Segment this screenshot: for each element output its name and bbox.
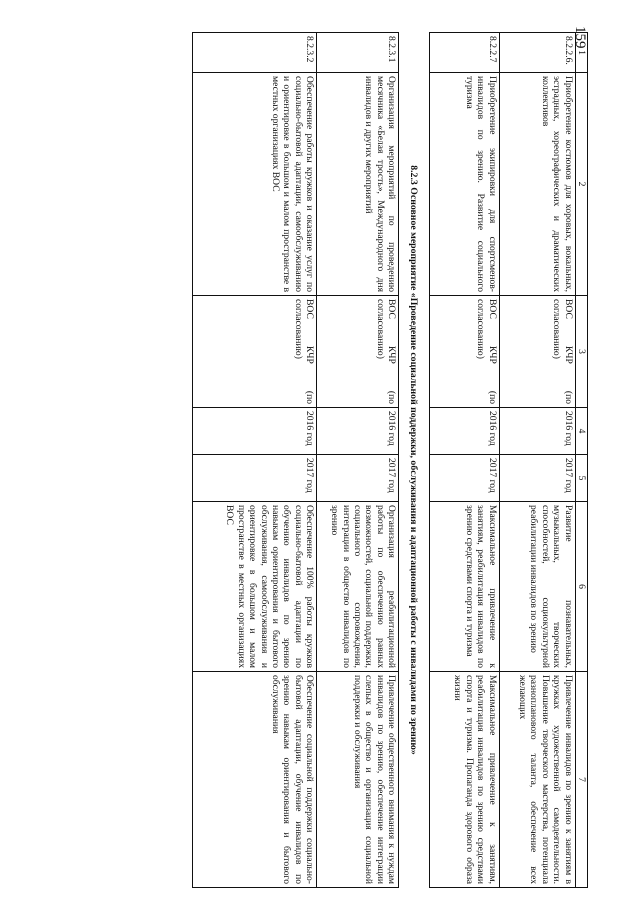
column-number: 5 [575, 455, 587, 502]
expected-result: Максимальное привлечение к занятиям, реабилитация инвалидов по зрению средствами спорта и туризма [429, 502, 499, 672]
column-number: 6 [575, 502, 587, 672]
expected-result: Организация реабилитационной работы по обеспечению равных возможностей, социальной поддержки, социального сопровождения, интеграции в общество инвалидов по зрению [317, 502, 399, 672]
table-row [317, 33, 399, 888]
column-number: 2 [575, 73, 587, 296]
executor: ВОС КЧР (по согласованию) [429, 296, 499, 408]
measure-name: Приобретение костюмов для хоровых, вокальных, эстрадных, хореографических и драматических коллективов [499, 73, 575, 296]
section-heading: 8.2.3 Основное мероприятие «Проведение социальной поддержки, обслуживания и адаптационной работы с инвалидами по зрению» [407, 165, 419, 755]
start-year: 2016 год [317, 408, 399, 455]
start-year: 2016 год [193, 408, 317, 455]
end-year: 2017 год [429, 455, 499, 502]
measure-number: 8.2.3.2 [193, 33, 317, 73]
measure-name: Приобретение экипировки для спортсменов-инвалидов по зрению. Развитие социального туризма [429, 73, 499, 296]
section-heading-row [399, 33, 429, 888]
measure-number: 8.2.3.1 [317, 33, 399, 73]
start-year: 2016 год [429, 408, 499, 455]
column-number: 7 [575, 672, 587, 888]
table-row [429, 33, 499, 888]
main-direction: Привлечение общественного внимания к нуждам инвалидов по зрению, обеспечение интеграции слепых в общество и организация социальной поддержки и обслуживания [317, 672, 399, 888]
main-direction: Максимальное привлечение к занятиям, реабилитация инвалидов по зрению средствами спорта и туризма. Пропаганда здорового образа жизни [429, 672, 499, 888]
page-number: 159 [572, 26, 588, 49]
column-number: 3 [575, 296, 587, 408]
table-row [193, 33, 317, 888]
executor: ВОС КЧР (по согласованию) [499, 296, 575, 408]
program-measures-table [192, 32, 588, 888]
column-number-row [575, 33, 587, 888]
end-year: 2017 год [317, 455, 399, 502]
column-number: 1 [575, 33, 587, 73]
column-number: 4 [575, 408, 587, 455]
end-year: 2017 год [499, 455, 575, 502]
main-direction: Привлечение инвалидов по зрению к занятиям в кружках художественной самодеятельности. Повышение творческого мастерства, потенциала разнопланового таланта, обеспечение всех желающих [499, 672, 575, 888]
measure-name: Обеспечение работы кружков и оказание услуг по социально-бытовой адаптации, самообслуживанию и ориентировке в большом и малом пространстве в местных организациях ВОС [193, 73, 317, 296]
start-year: 2016 год [499, 408, 575, 455]
expected-result: Обеспечение 100% работы кружков социально-бытовой адаптации по обучению инвалидов по зрению навыкам ориентирования и бытового обслуживания, самообслуживания и ориентировке в большом и малом пространстве в местных организациях ВОС [193, 502, 317, 672]
measure-number: 8.2.2.6. [499, 33, 575, 73]
table-row [499, 33, 575, 888]
main-direction: Обеспечение социальной поддержки социально-бытовой адаптации, обучение инвалидов по зрению навыкам ориентирования и бытового обслуживания [193, 672, 317, 888]
executor: ВОС КЧР (по согласованию) [317, 296, 399, 408]
measure-number: 8.2.2.7 [429, 33, 499, 73]
end-year: 2017 год [193, 455, 317, 502]
expected-result: Развитие познавательных, музыкальных, творческих способностей, социокультурной реабилитации инвалидов по зрению [499, 502, 575, 672]
executor: ВОС КЧР (по согласованию) [193, 296, 317, 408]
measure-name: Организация мероприятий по проведению месячника «Белая трость», Международного дня инвалидов и других мероприятий [317, 73, 399, 296]
